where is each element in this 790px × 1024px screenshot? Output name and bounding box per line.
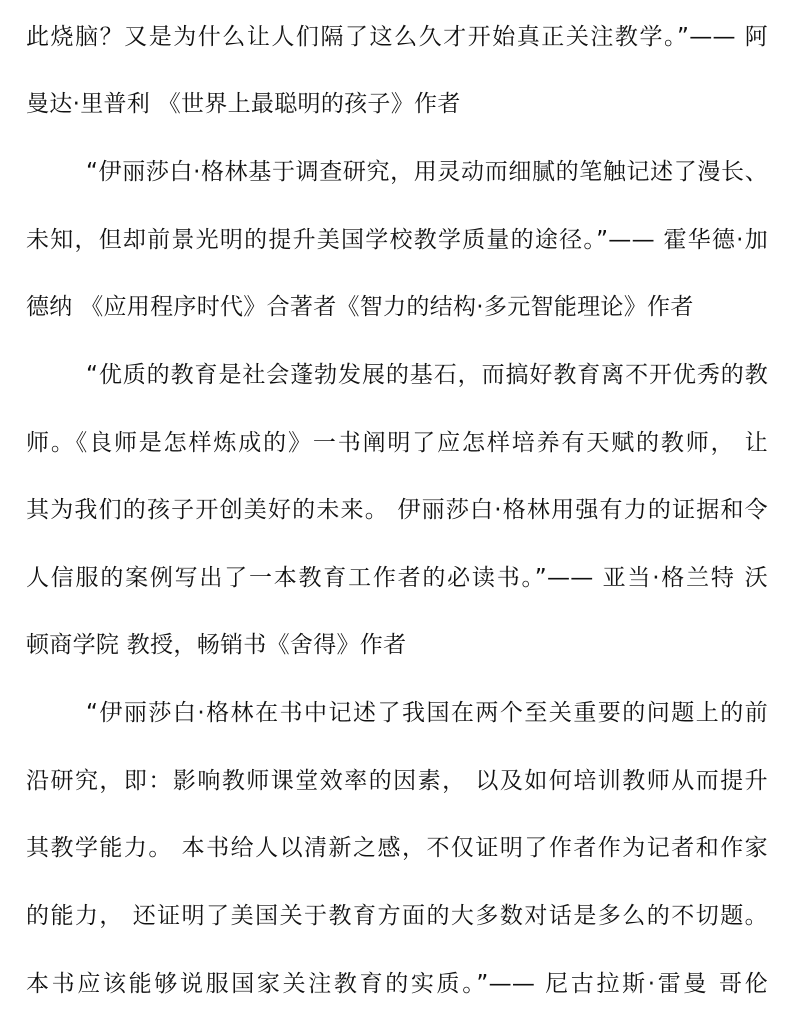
text-line: 此烧脑？又是为什么让人们隔了这么久才开始真正关注教学。”—— 阿 (26, 24, 768, 50)
text-line: 曼达·里普利 《世界上最聪明的孩子》作者 (26, 91, 461, 117)
text-line: 其教学能力。 本书给人以清新之感，不仅证明了作者作为记者和作家 (26, 835, 768, 861)
text-line: 未知，但却前景光明的提升美国学校教学质量的途径。”—— 霍华德·加 (26, 227, 768, 253)
text-line: 人信服的案例写出了一本教育工作者的必读书。”—— 亚当·格兰特 沃 (26, 565, 768, 591)
text-line: 师。《良师是怎样炼成的》一书阐明了应怎样培养有天赋的教师， 让 (26, 430, 768, 456)
text-line: 的能力， 还证明了美国关于教育方面的大多数对话是多么的不切题。 (26, 903, 768, 929)
text-line: 沿研究，即：影响教师课堂效率的因素， 以及如何培训教师从而提升 (26, 768, 768, 794)
text-line: “优质的教育是社会蓬勃发展的基石，而搞好教育离不开优秀的教 (86, 362, 768, 388)
text-line: 其为我们的孩子开创美好的未来。 伊丽莎白·格林用强有力的证据和令 (26, 497, 768, 523)
text-line: 顿商学院 教授，畅销书《舍得》作者 (26, 632, 407, 658)
text-line: “伊丽莎白·格林基于调查研究，用灵动而细腻的笔触记述了漫长、 (86, 159, 768, 185)
text-line: 德纳 《应用程序时代》合著者《智力的结构·多元智能理论》作者 (26, 294, 694, 320)
text-line: “伊丽莎白·格林在书中记述了我国在两个至关重要的问题上的前 (86, 700, 768, 726)
text-line: 本书应该能够说服国家关注教育的实质。”—— 尼古拉斯·雷曼 哥伦 (26, 971, 768, 997)
